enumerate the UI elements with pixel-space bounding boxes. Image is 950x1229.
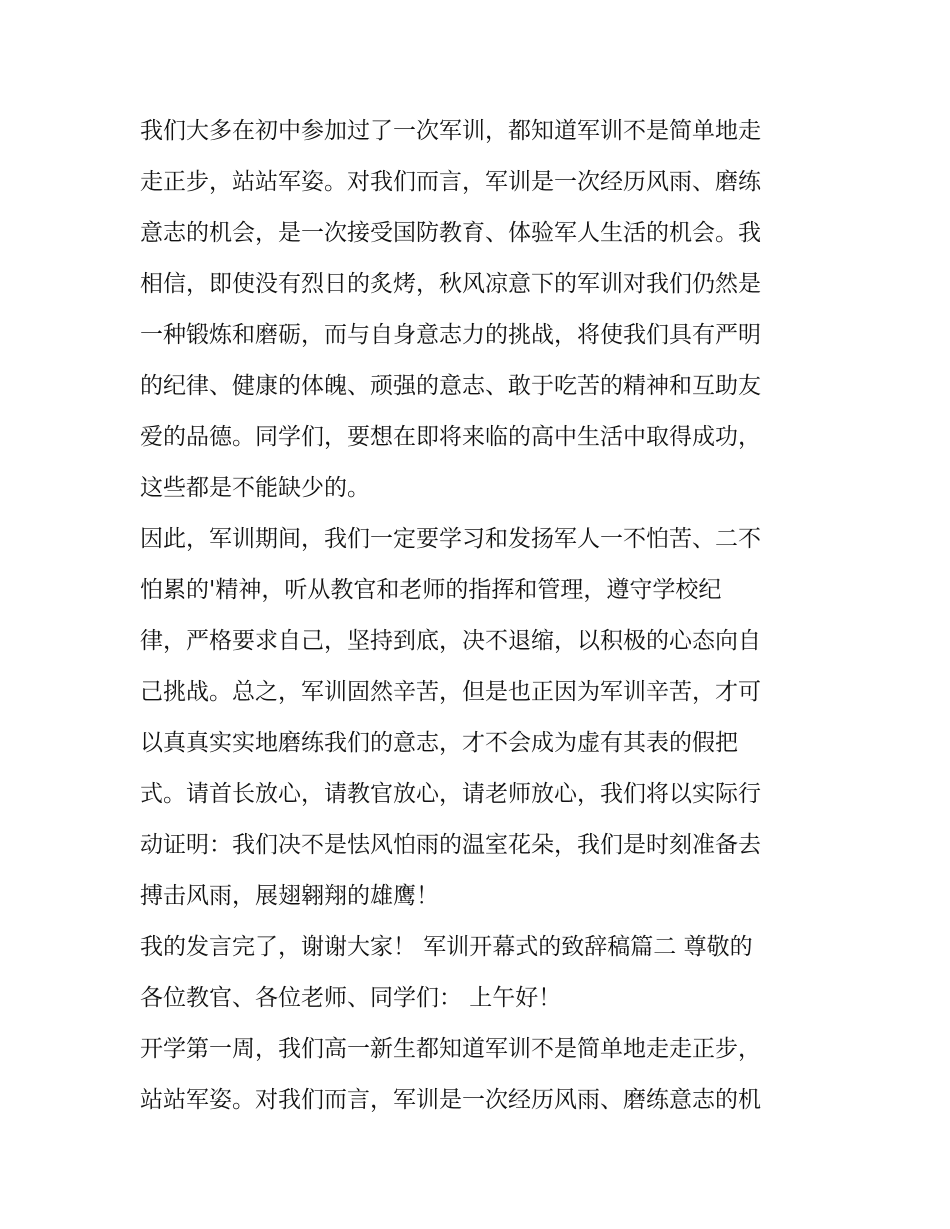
text-line: 以真真实实地磨练我们的意志，才不会成为虚有其表的假把 [140, 730, 738, 756]
text-line: 这些都是不能缺少的。 [140, 475, 370, 501]
text-line: 相信，即使没有烈日的炙烤，秋风凉意下的军训对我们仍然是 [140, 271, 761, 297]
text-line: 开学第一周，我们高一新生都知道军训不是简单地走走正步， [140, 1036, 761, 1062]
text-line: 意志的机会，是一次接受国防教育、体验军人生活的机会。我 [140, 220, 761, 246]
text-line: 律，严格要求自己，坚持到底，决不退缩，以积极的心态向自 [140, 628, 761, 654]
text-line: 动证明：我们决不是怯风怕雨的温室花朵，我们是时刻准备去 [140, 832, 761, 858]
text-line: 站站军姿。对我们而言，军训是一次经历风雨、磨练意志的机 [140, 1087, 761, 1113]
text-line: 各位教官、各位老师、同学们： 上午好！ [140, 985, 562, 1011]
text-line: 因此，军训期间，我们一定要学习和发扬军人一不怕苦、二不 [140, 526, 761, 552]
text-line: 我的发言完了，谢谢大家！ 军训开幕式的致辞稿篇二 尊敬的 [140, 934, 753, 960]
text-line: 搏击风雨，展翅翱翔的雄鹰！ [140, 883, 439, 909]
text-line: 怕累的'精神，听从教官和老师的指挥和管理，遵守学校纪 [140, 577, 722, 603]
text-line: 的纪律、健康的体魄、顽强的意志、敢于吃苦的精神和互助友 [140, 373, 761, 399]
text-line: 爱的品德。同学们，要想在即将来临的高中生活中取得成功， [140, 424, 761, 450]
text-line: 一种锻炼和磨砺，而与自身意志力的挑战，将使我们具有严明 [140, 322, 761, 348]
speech-text [140, 106, 820, 1126]
text-line: 己挑战。总之，军训固然辛苦，但是也正因为军训辛苦，才可 [140, 679, 761, 705]
text-line: 我们大多在初中参加过了一次军训，都知道军训不是简单地走 [140, 118, 761, 144]
text-line: 式。请首长放心，请教官放心，请老师放心，我们将以实际行 [140, 781, 761, 807]
text-line: 走正步，站站军姿。对我们而言，军训是一次经历风雨、磨练 [140, 169, 761, 195]
